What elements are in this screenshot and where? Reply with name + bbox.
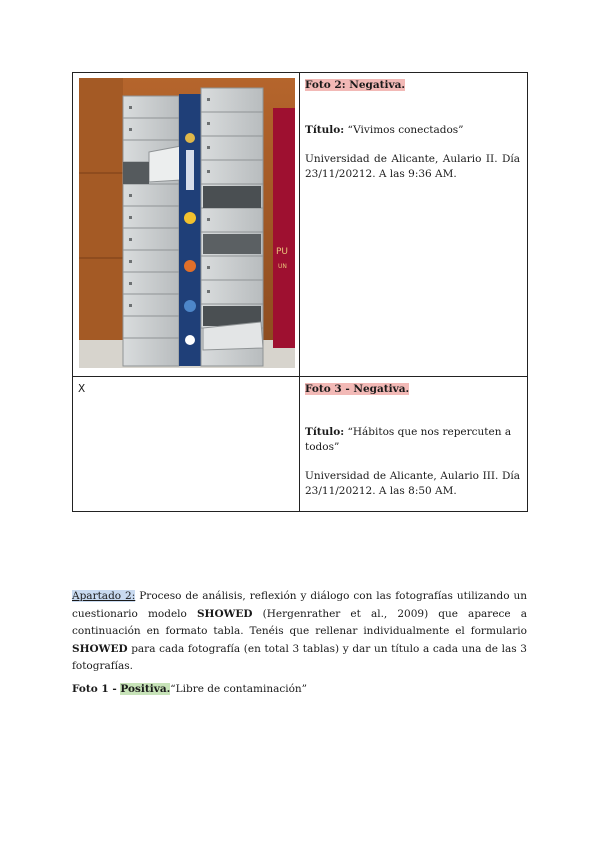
section-heading: Apartado 2: <box>72 590 136 602</box>
photo-label-negative: Foto 2: Negativa. <box>305 79 406 91</box>
photo-location: Universidad de Alicante, Aulario II. Día 23/11/20212. A las 9:36 AM. <box>305 153 520 180</box>
lockers-photo <box>79 78 295 368</box>
title-label: Título: <box>305 426 345 438</box>
photo-label-negative: Foto 3 - Negativa. <box>305 383 410 395</box>
section-paragraph <box>72 588 527 676</box>
photo-table <box>72 72 528 512</box>
showed-term: SHOWED <box>196 607 253 620</box>
title-value: “Hábitos que nos repercuten a todos” <box>305 426 512 453</box>
foto1-line <box>72 681 527 699</box>
charging-lockers-image <box>79 78 295 368</box>
foto1-title: “Libre de contaminación” <box>170 683 308 695</box>
svg-text:UN: UN <box>278 263 287 270</box>
section-text: Proceso de análisis, reflexión y diálogo con las fotografías utilizando un cuestionario modelo <box>72 590 527 620</box>
table-row <box>73 73 528 377</box>
photo-description-cell <box>300 377 528 512</box>
photo-description-cell <box>300 73 528 377</box>
title-value: “Vivimos conectados” <box>347 124 464 136</box>
empty-photo-cell <box>73 377 300 512</box>
photo-cell <box>73 73 300 377</box>
photo-location: Universidad de Alicante, Aulario III. Día 23/11/20212. A las 8:50 AM. <box>305 470 520 497</box>
photo-label-positive: Positiva. <box>120 683 171 695</box>
section-text: para cada fotografía (en total 3 tablas) y dar un título a cada una de las 3 fotografías. <box>72 642 527 672</box>
x-mark: X <box>78 383 86 395</box>
showed-term: SHOWED <box>72 642 128 655</box>
foto1-prefix: Foto 1 - <box>72 683 121 695</box>
section-text: (Hergenrather et al., 2009) que aparece a continuación en formato tabla. Tenéis que rellenar individualmente el formulario <box>72 607 527 637</box>
svg-text:PU: PU <box>276 247 289 257</box>
title-label: Título: <box>305 124 345 136</box>
table-row <box>73 377 528 512</box>
